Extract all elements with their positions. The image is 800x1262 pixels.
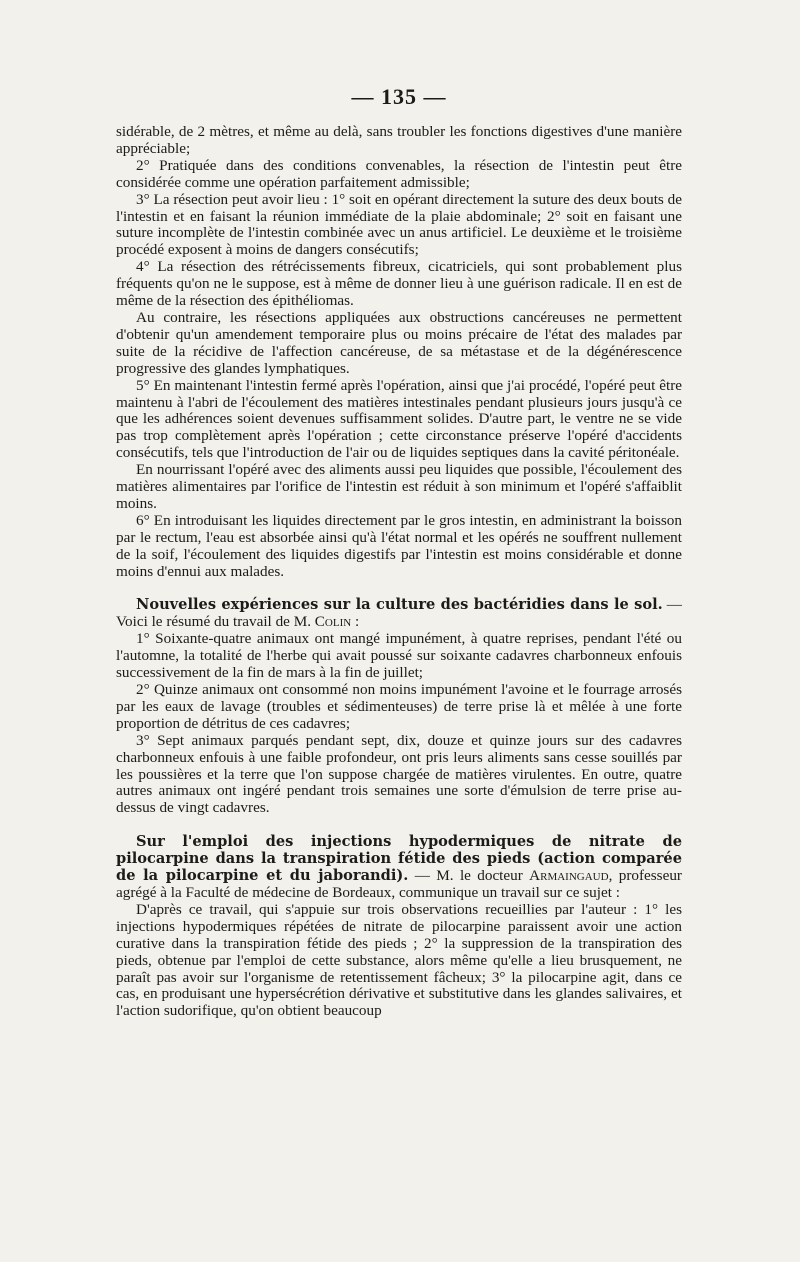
paragraph: 3° Sept animaux parqués pendant sept, dix, douze et quinze jours sur des cadavres charbonneux enfouis à une faible profondeur, ont pris leurs aliments sans cesse souillés par les poussières et la terre que l'on suppose chargée de matières virulentes. En outre, quatre autres animaux ont ingéré pendant trois semaines une sorte d'émulsion de terre prise au-dessus de vingt cadavres.: [116, 731, 682, 817]
section-spacer: [116, 580, 682, 597]
paragraph: sidérable, de 2 mètres, et même au delà, sans troubler les fonctions digestives d'une manière appréciable;: [116, 123, 682, 157]
section-heading: Nouvelles expériences sur la culture des bactéridies dans le sol.: [136, 596, 663, 614]
paragraph: 1° Soixante-quatre animaux ont mangé impunément, à quatre reprises, pendant l'été ou l'automne, la totalité de l'herbe qui avait poussé sur soixante cadavres charbonneux enfouis successivement de la fin de mars à la fin de juillet;: [116, 630, 682, 682]
author-name: Armaingaud: [529, 867, 609, 885]
page-number: — 135 —: [351, 84, 447, 109]
paragraph: 2° Quinze animaux ont consommé non moins impunément l'avoine et le fourrage arrosés par les eaux de lavage (troubles et sédimenteuses) de terre prise là et mêlée à une forte proportion de détritus de ces cadavres;: [116, 681, 682, 732]
paragraph: En nourrissant l'opéré avec des aliments aussi peu liquides que possible, l'écoulement des matières alimentaires par l'orifice de l'intestin est réduit à son minimum et l'opéré s'affaiblit moins.: [116, 461, 682, 512]
paragraph: Au contraire, les résections appliquées aux obstructions cancéreuses ne permettent d'obtenir qu'un amendement temporaire plus ou moins précaire de l'état des malades par suite de la récidive de l'affection cancéreuse, de sa métastase et de la dégénérescence progressive des glandes lymphatiques.: [116, 308, 682, 377]
paragraph: 2° Pratiquée dans des conditions convenables, la résection de l'intestin peut être considérée comme une opération parfaitement admissible;: [116, 156, 682, 191]
paragraph: 4° La résection des rétrécissements fibreux, cicatriciels, qui sont probablement plus fréquents qu'on ne le suppose, est à même de donner lieu à une guérison radicale. Il en est de même de la résection des épithéliomas.: [116, 258, 682, 310]
author-name: Colin: [314, 613, 352, 631]
intro-text: — M. le docteur: [408, 867, 530, 885]
paragraph: D'après ce travail, qui s'appuie sur trois observations recueillies par l'auteur : 1° les injections hypodermiques répétées de nitrate de pilocarpine paraissent avoir une action curative dans la transpiration fétide des pieds ; 2° la suppression de la transpiration des pieds, obtenue par l'emploi de cette substance, alors même qu'elle a lieu brusquement, ne paraît pas avoir sur l'organisme de retentissement fâcheux; 3° la pilocarpine agit, dans ce cas, en produisant une hypersécrétion dérivative et substitutive dans les glandes salivaires, et l'action sudorifique, qu'on obtient beaucoup: [116, 900, 682, 1020]
section-spacer: [116, 817, 682, 834]
section-intro: [116, 834, 682, 902]
section-heading: Sur l'emploi des injections hypodermiques de nitrate de pilocarpine dans la transpiration fétide des pieds (action comparée de la pilocarpine et du jaborandi).: [116, 833, 682, 885]
paragraph: 5° En maintenant l'intestin fermé après l'opération, ainsi que j'ai procédé, l'opéré peut être maintenu à l'abri de l'écoulement des matières intestinales pendant plusieurs jours jusqu'à ce que les adhérences soient devenues suffisamment solides. D'autre part, le ventre ne se vide pas trop complètement après l'opération ; cette circonstance préserve l'opéré d'accidents consécutifs, tels que l'introduction de l'air ou de liquides septiques dans la cavité péritonéale.: [116, 376, 682, 462]
paragraph: 6° En introduisant les liquides directement par le gros intestin, en administrant la boisson par le rectum, l'eau est absorbée ainsi qu'à l'état normal et les opérés ne souffrent nullement de la soif, l'écoulement des liquides digestifs par l'intestin est moins considérable et donne moins d'ennui aux malades.: [116, 511, 682, 580]
intro-text-end: , professeur agrégé à la Faculté de médecine de Bordeaux, communique un travail sur ce sujet :: [116, 867, 682, 901]
intro-text-end: :: [351, 613, 360, 631]
paragraph: 3° La résection peut avoir lieu : 1° soit en opérant directement la suture des deux bouts de l'intestin et en faisant la réunion immédiate de la plaie abdominale; 2° soit en faisant une suture incomplète de l'intestin combinée avec un anus artificiel. Le deuxième et le troisième procédé exposent à moins de dangers consécutifs;: [116, 190, 682, 259]
section-intro: [116, 597, 682, 631]
intro-text: — Voici le résumé du travail de M.: [116, 596, 682, 631]
